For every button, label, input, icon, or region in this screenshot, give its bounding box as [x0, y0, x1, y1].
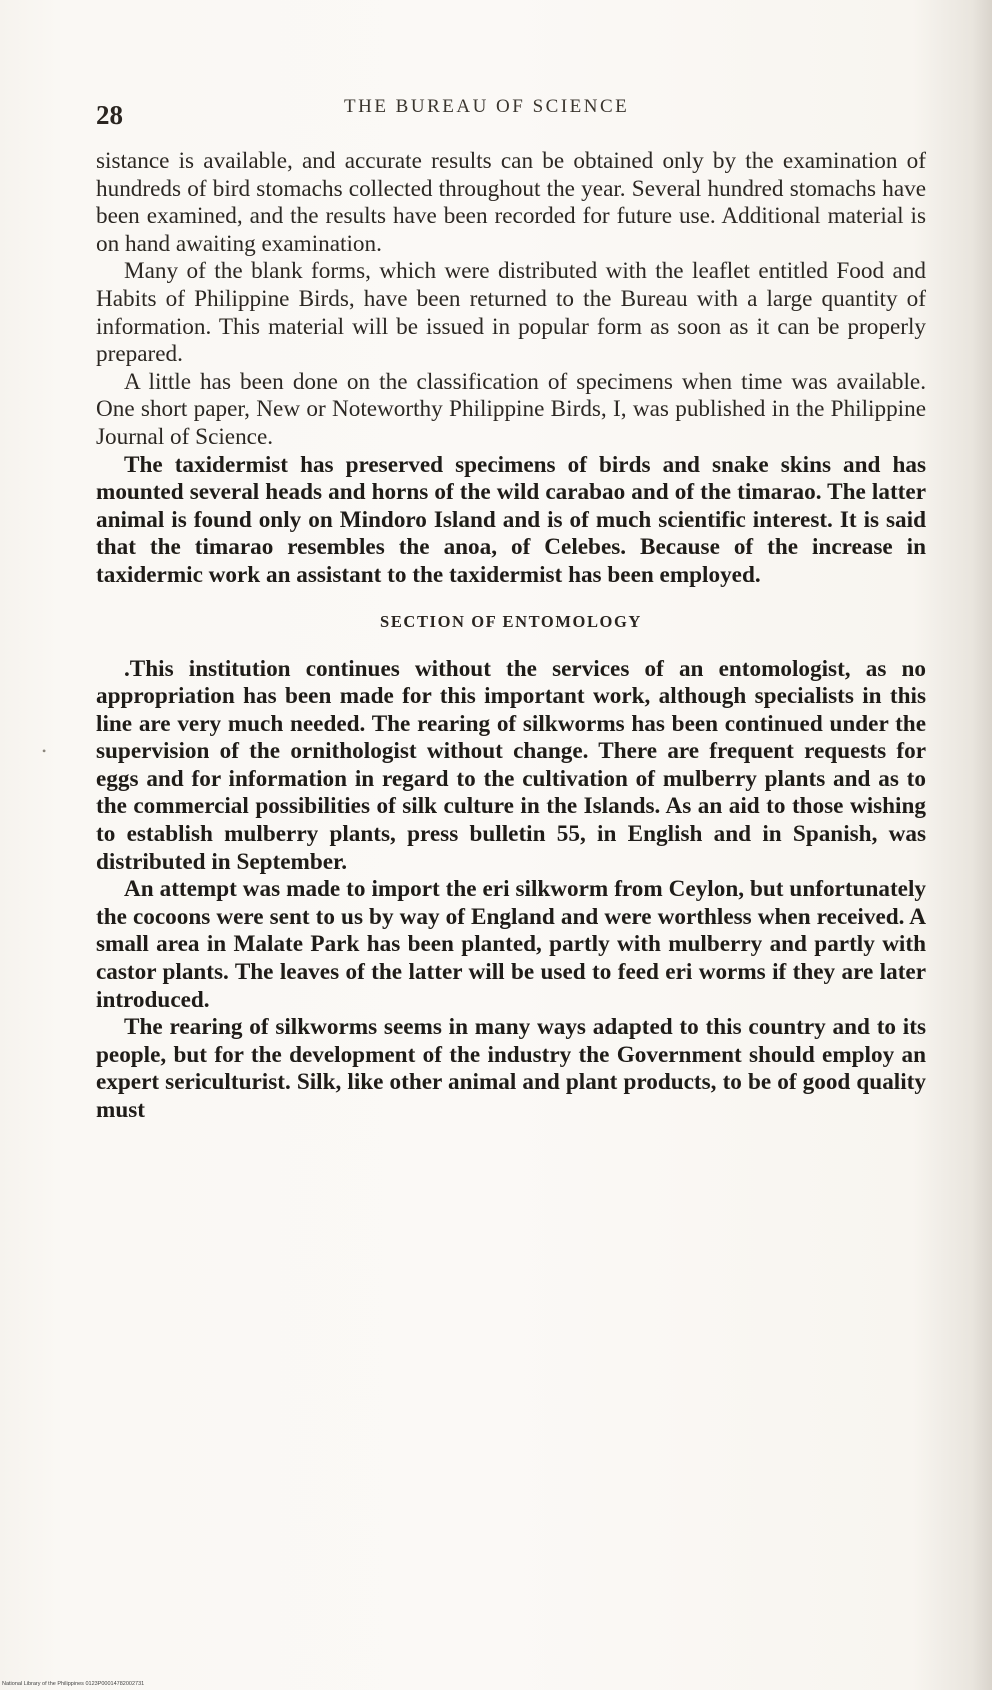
page-number: 28 — [96, 100, 123, 130]
paragraph: The taxidermist has preserved specimens of birds and snake skins and has mounted several heads and horns of the wild carabao and of the timarao. The latter animal is found only on Mindoro Island and is of much scientific interest. It is said that the timarao resembles the anoa, of Celebes. Because of the increase in taxidermic work an assistant to the taxidermist has been employed. — [96, 451, 926, 588]
section-heading: SECTION OF ENTOMOLOGY — [380, 611, 642, 631]
body-text — [96, 148, 926, 1125]
paragraph: sistance is available, and accurate results can be obtained only by the examination of hundreds of bird stomachs collected throughout the year. Several hundred stomachs have been examined, and the results have been recorded for future use. Additional material is on hand awaiting examination. — [96, 148, 926, 257]
running-head: THE BUREAU OF SCIENCE — [344, 96, 630, 117]
paragraph: .This institution continues without the services of an entomologist, as no appropriation has been made for this important work, although specialists in this line are very much needed. The rearing of silkworms has been continued under the supervision of the ornithologist without change. There are frequent requests for eggs and for information in regard to the cultivation of mulberry plants and as to the commercial possibilities of silk culture in the Islands. As an aid to those wishing to establish mulberry plants, press bulletin 55, in English and in Spanish, was distributed in September. — [96, 655, 926, 875]
paragraph: A little has been done on the classification of specimens when time was available. One short paper, New or Noteworthy Philippine Birds, I, was published in the Philippine Journal of Science. — [96, 368, 926, 450]
paragraph: An attempt was made to import the eri silkworm from Ceylon, but unfortunately the cocoons were sent to us by way of England and were worthless when received. A small area in Malate Park has been planted, partly with mulberry and partly with castor plants. The leaves of the latter will be used to feed eri worms if they are later introduced. — [96, 876, 926, 1013]
paragraph: The rearing of silkworms seems in many ways adapted to this country and to its people, but for the development of the industry the Government should employ an expert sericulturist. Silk, like other animal and plant products, to be of good quality must — [96, 1014, 926, 1123]
library-footer: National Library of the Philippines 0123P00014782002731 — [2, 1681, 145, 1687]
page-header — [96, 92, 926, 132]
margin-mark: • — [42, 744, 47, 758]
paragraph: Many of the blank forms, which were distributed with the leaflet entitled Food and Habits of Philippine Birds, have been returned to the Bureau with a large quantity of information. This material will be issued in popular form as soon as it can be properly prepared. — [96, 258, 926, 368]
